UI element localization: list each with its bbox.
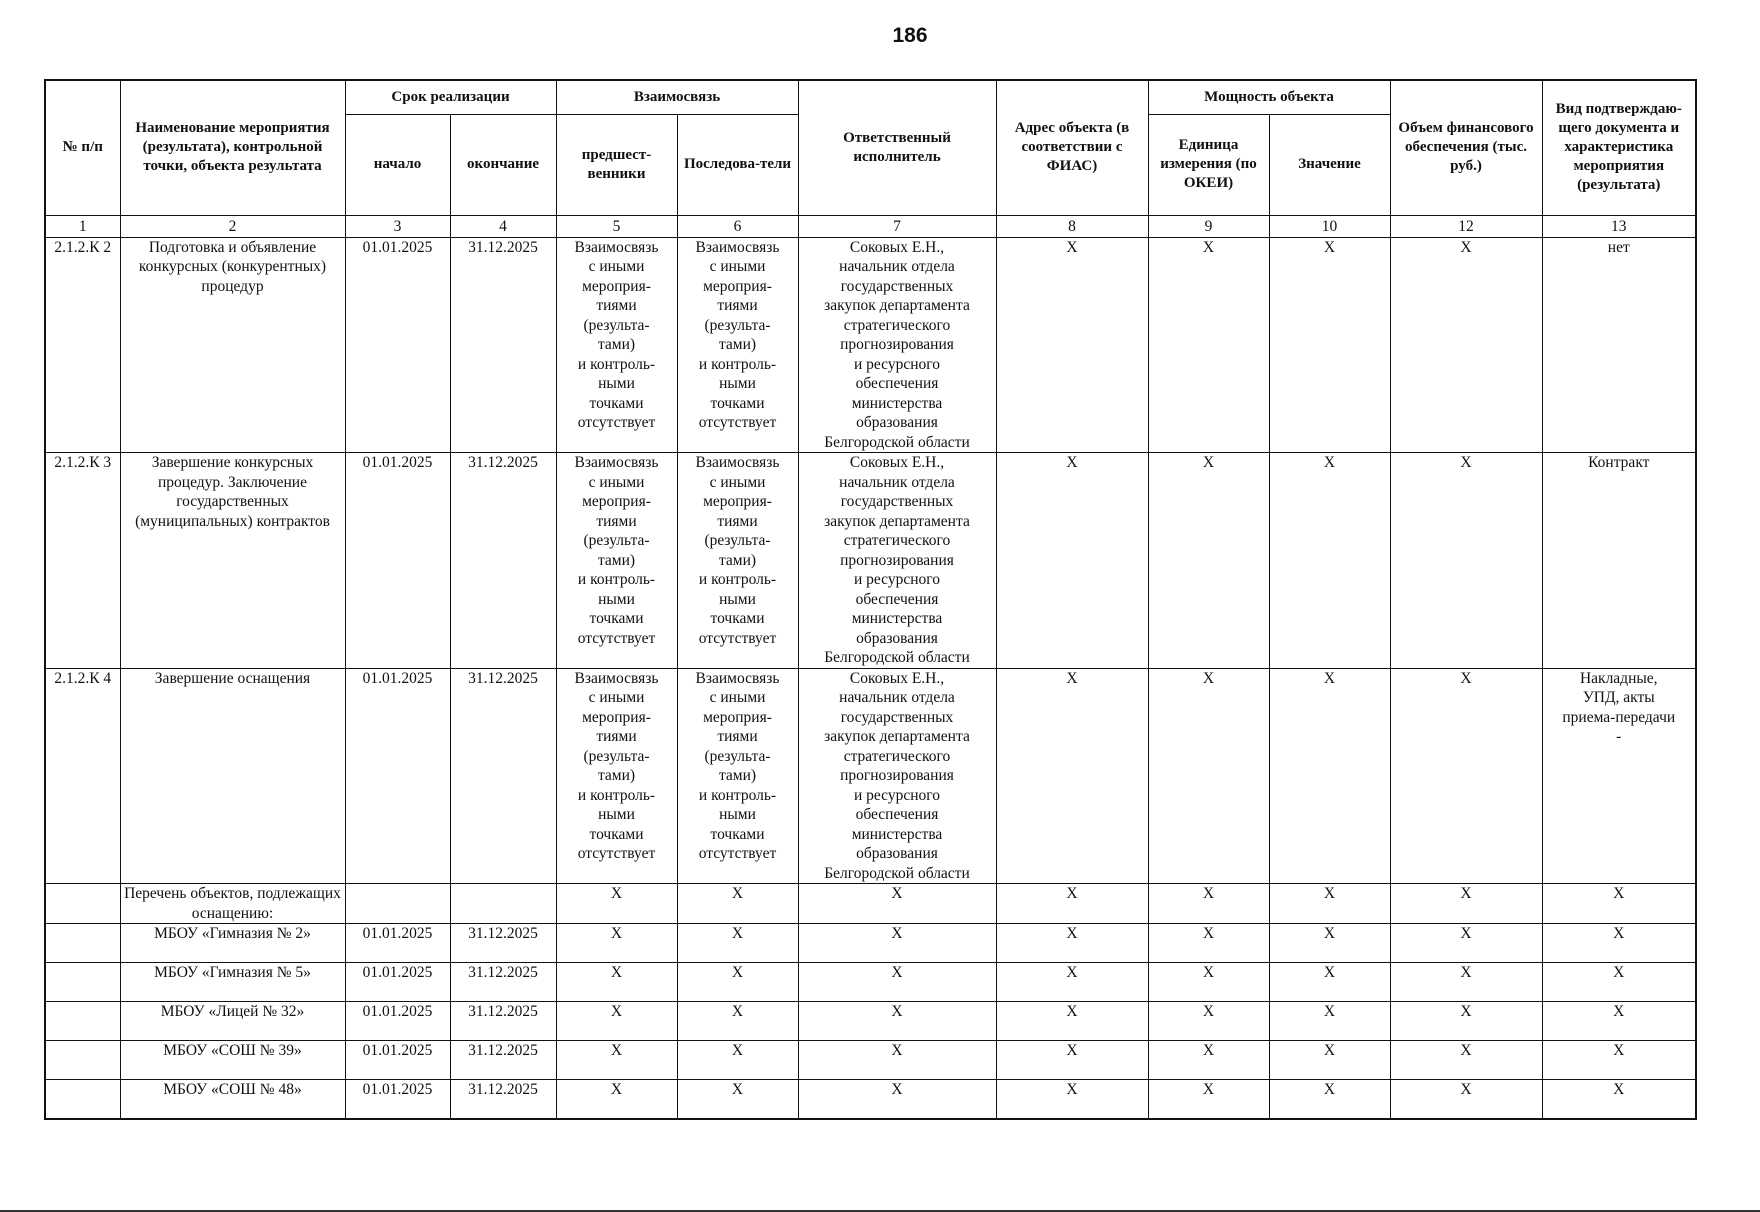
cell-responsible: Х — [798, 963, 996, 1002]
cell-prev: Взаимосвязь с иными мероприя- тиями (результа- тами) и контроль- ными точками отсутствует — [556, 668, 677, 884]
cell-end: 31.12.2025 — [450, 963, 556, 1002]
cell-prev: Взаимосвязь с иными мероприя- тиями (результа- тами) и контроль- ными точками отсутствует — [556, 237, 677, 453]
cell-address: Х — [996, 453, 1148, 669]
cell-unit: Х — [1148, 884, 1269, 924]
cell-next: Х — [677, 884, 798, 924]
page-number: 186 — [892, 24, 928, 47]
cell-next: Взаимосвязь с иными мероприя- тиями (результа- тами) и контроль- ными точками отсутствует — [677, 237, 798, 453]
cell-name: Подготовка и объявление конкурсных (конкурентных) процедур — [120, 237, 345, 453]
column-numbers-row — [45, 215, 1696, 237]
header-period: Срок реализации — [345, 80, 556, 114]
cell-address: Х — [996, 1002, 1148, 1041]
table-row — [45, 1002, 1696, 1041]
header-link: Взаимосвязь — [556, 80, 798, 114]
cell-finance: Х — [1390, 453, 1542, 669]
cell-num — [45, 884, 120, 924]
table-row — [45, 963, 1696, 1002]
cell-address: Х — [996, 668, 1148, 884]
cell-end: 31.12.2025 — [450, 924, 556, 963]
cell-value: Х — [1269, 1002, 1390, 1041]
cell-prev: Взаимосвязь с иными мероприя- тиями (результа- тами) и контроль- ными точками отсутствует — [556, 453, 677, 669]
column-number: 6 — [677, 215, 798, 237]
cell-address: Х — [996, 884, 1148, 924]
cell-unit: Х — [1148, 1080, 1269, 1120]
cell-start: 01.01.2025 — [345, 1041, 450, 1080]
cell-responsible: Х — [798, 924, 996, 963]
cell-name: МБОУ «СОШ № 39» — [120, 1041, 345, 1080]
cell-value: Х — [1269, 237, 1390, 453]
header-link-prev: предшест-венники — [556, 114, 677, 215]
events-table — [44, 79, 1697, 1120]
cell-num: 2.1.2.К 4 — [45, 668, 120, 884]
table-row — [45, 1041, 1696, 1080]
cell-doc: Х — [1542, 1041, 1696, 1080]
cell-value: Х — [1269, 1041, 1390, 1080]
column-number: 3 — [345, 215, 450, 237]
cell-responsible: Соковых Е.Н., начальник отдела государственных закупок департамента стратегического прогнозирования и ресурсного обеспечения министерства образования Белгородской области — [798, 668, 996, 884]
cell-num — [45, 963, 120, 1002]
cell-finance: Х — [1390, 884, 1542, 924]
cell-num: 2.1.2.К 2 — [45, 237, 120, 453]
cell-end: 31.12.2025 — [450, 453, 556, 669]
cell-name: МБОУ «Гимназия № 5» — [120, 963, 345, 1002]
cell-finance: Х — [1390, 237, 1542, 453]
header-power: Мощность объекта — [1148, 80, 1390, 114]
cell-address: Х — [996, 924, 1148, 963]
cell-name: Завершение оснащения — [120, 668, 345, 884]
cell-finance: Х — [1390, 1002, 1542, 1041]
cell-address: Х — [996, 237, 1148, 453]
cell-prev: Х — [556, 1041, 677, 1080]
cell-responsible: Х — [798, 1002, 996, 1041]
header-address: Адрес объекта (в соответствии с ФИАС) — [996, 80, 1148, 215]
cell-unit: Х — [1148, 963, 1269, 1002]
cell-value: Х — [1269, 1080, 1390, 1120]
cell-num — [45, 1080, 120, 1120]
column-number: 7 — [798, 215, 996, 237]
cell-next: Х — [677, 924, 798, 963]
cell-prev: Х — [556, 1080, 677, 1120]
cell-start: 01.01.2025 — [345, 237, 450, 453]
cell-finance: Х — [1390, 963, 1542, 1002]
cell-prev: Х — [556, 963, 677, 1002]
cell-finance: Х — [1390, 1041, 1542, 1080]
cell-prev: Х — [556, 1002, 677, 1041]
header-period-end: окончание — [450, 114, 556, 215]
cell-end: 31.12.2025 — [450, 668, 556, 884]
cell-next: Х — [677, 963, 798, 1002]
cell-start: 01.01.2025 — [345, 1080, 450, 1120]
cell-num — [45, 1002, 120, 1041]
header-responsible: Ответственный исполнитель — [798, 80, 996, 215]
cell-unit: Х — [1148, 1002, 1269, 1041]
table-row — [45, 924, 1696, 963]
cell-finance: Х — [1390, 1080, 1542, 1120]
cell-name: МБОУ «Гимназия № 2» — [120, 924, 345, 963]
cell-unit: Х — [1148, 1041, 1269, 1080]
cell-start — [345, 884, 450, 924]
cell-end: 31.12.2025 — [450, 1080, 556, 1120]
cell-name: МБОУ «СОШ № 48» — [120, 1080, 345, 1120]
column-number: 8 — [996, 215, 1148, 237]
cell-unit: Х — [1148, 668, 1269, 884]
header-doc: Вид подтверждаю-щего документа и характеристика мероприятия (результата) — [1542, 80, 1696, 215]
cell-doc: Контракт — [1542, 453, 1696, 669]
table-row — [45, 453, 1696, 669]
header-num: № п/п — [45, 80, 120, 215]
cell-end: 31.12.2025 — [450, 1041, 556, 1080]
cell-start: 01.01.2025 — [345, 1002, 450, 1041]
cell-name: Перечень объектов, подлежащих оснащению: — [120, 884, 345, 924]
header-power-unit: Единица измерения (по ОКЕИ) — [1148, 114, 1269, 215]
cell-end: 31.12.2025 — [450, 237, 556, 453]
cell-doc: Х — [1542, 924, 1696, 963]
cell-doc: Х — [1542, 1080, 1696, 1120]
cell-responsible: Соковых Е.Н., начальник отдела государственных закупок департамента стратегического прогнозирования и ресурсного обеспечения министерства образования Белгородской области — [798, 453, 996, 669]
column-number: 9 — [1148, 215, 1269, 237]
cell-doc: нет — [1542, 237, 1696, 453]
cell-start: 01.01.2025 — [345, 453, 450, 669]
cell-num: 2.1.2.К 3 — [45, 453, 120, 669]
cell-start: 01.01.2025 — [345, 668, 450, 884]
header-period-start: начало — [345, 114, 450, 215]
cell-next: Х — [677, 1041, 798, 1080]
cell-finance: Х — [1390, 924, 1542, 963]
column-number: 13 — [1542, 215, 1696, 237]
table-row — [45, 1080, 1696, 1120]
cell-unit: Х — [1148, 924, 1269, 963]
cell-value: Х — [1269, 884, 1390, 924]
cell-value: Х — [1269, 453, 1390, 669]
cell-responsible: Х — [798, 884, 996, 924]
cell-num — [45, 924, 120, 963]
cell-unit: Х — [1148, 453, 1269, 669]
cell-next: Х — [677, 1002, 798, 1041]
cell-name: Завершение конкурсных процедур. Заключение государственных (муниципальных) контрактов — [120, 453, 345, 669]
cell-value: Х — [1269, 963, 1390, 1002]
cell-next: Взаимосвязь с иными мероприя- тиями (результа- тами) и контроль- ными точками отсутствует — [677, 453, 798, 669]
column-number: 10 — [1269, 215, 1390, 237]
cell-prev: Х — [556, 924, 677, 963]
cell-address: Х — [996, 1041, 1148, 1080]
column-number: 2 — [120, 215, 345, 237]
cell-next: Х — [677, 1080, 798, 1120]
table-row — [45, 668, 1696, 884]
cell-value: Х — [1269, 668, 1390, 884]
cell-doc: Х — [1542, 963, 1696, 1002]
cell-start: 01.01.2025 — [345, 963, 450, 1002]
column-number: 5 — [556, 215, 677, 237]
cell-value: Х — [1269, 924, 1390, 963]
cell-unit: Х — [1148, 237, 1269, 453]
header-link-next: Последова-тели — [677, 114, 798, 215]
table-row — [45, 237, 1696, 453]
cell-responsible: Соковых Е.Н., начальник отдела государственных закупок департамента стратегического прогнозирования и ресурсного обеспечения министерства образования Белгородской области — [798, 237, 996, 453]
header-power-value: Значение — [1269, 114, 1390, 215]
header-name: Наименование мероприятия (результата), контрольной точки, объекта результата — [120, 80, 345, 215]
cell-responsible: Х — [798, 1041, 996, 1080]
cell-next: Взаимосвязь с иными мероприя- тиями (результа- тами) и контроль- ными точками отсутствует — [677, 668, 798, 884]
cell-address: Х — [996, 963, 1148, 1002]
cell-doc: Х — [1542, 884, 1696, 924]
header-finance: Объем финансового обеспечения (тыс. руб.) — [1390, 80, 1542, 215]
table-row — [45, 884, 1696, 924]
cell-end — [450, 884, 556, 924]
cell-num — [45, 1041, 120, 1080]
column-number: 4 — [450, 215, 556, 237]
cell-prev: Х — [556, 884, 677, 924]
cell-doc: Х — [1542, 1002, 1696, 1041]
cell-finance: Х — [1390, 668, 1542, 884]
cell-start: 01.01.2025 — [345, 924, 450, 963]
cell-doc: Накладные, УПД, акты приема-передачи - — [1542, 668, 1696, 884]
cell-name: МБОУ «Лицей № 32» — [120, 1002, 345, 1041]
cell-responsible: Х — [798, 1080, 996, 1120]
cell-address: Х — [996, 1080, 1148, 1120]
column-number: 1 — [45, 215, 120, 237]
cell-end: 31.12.2025 — [450, 1002, 556, 1041]
column-number: 12 — [1390, 215, 1542, 237]
